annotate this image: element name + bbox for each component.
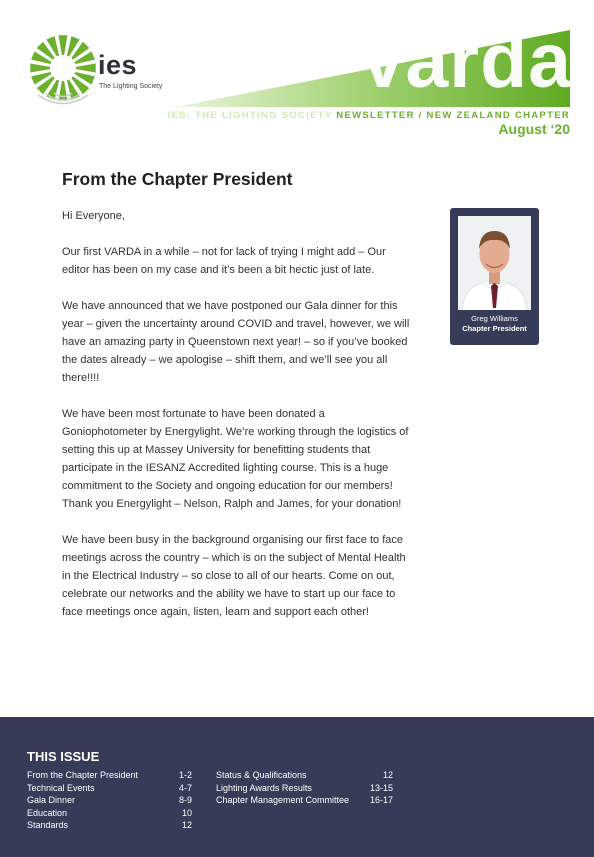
- contents-pages: 12: [382, 770, 393, 780]
- contents-label: Lighting Awards Results: [216, 782, 312, 793]
- article-body: [62, 207, 412, 639]
- logo-reflection-icon: [34, 92, 92, 108]
- contents-item: [27, 819, 192, 832]
- this-issue-panel: [0, 717, 594, 857]
- contents-item: [216, 769, 393, 782]
- article-paragraph: We have been busy in the background organising our first face to face meetings across the country – which is on the subject of Mental Health in the Electrical Industry – so close to all of our hearts. Come on out, celebrate our networks and the ability we have to start up our face to face meetings once again, listen, learn and support each other!: [62, 534, 406, 618]
- article-paragraph: Our first VARDA in a while – not for lack of trying I might add – Our editor has been on my case and it’s been a bit hectic just of late.: [62, 246, 386, 276]
- author-photo: [458, 216, 531, 310]
- contents-column-1: [27, 769, 192, 832]
- contents-label: Gala Dinner: [27, 795, 76, 805]
- contents-item: [216, 794, 393, 807]
- contents-item: [27, 769, 192, 782]
- issue-date: August ‘20: [498, 121, 570, 137]
- article-paragraph: We have been most fortunate to have been donated a Goniophotometer by Energylight. We’re working through the logistics of setting this up at Massey University for benefitting students that participate in the IESANZ Accredited lighting course. This is a huge commitment to the Society and ongoing education for our members! Thank you Energylight – Nelson, Ralph and James, for your donation!: [62, 408, 409, 510]
- contents-label: Status & Qualifications: [216, 770, 307, 780]
- author-role: Chapter President: [462, 324, 527, 333]
- contents-label: Standards: [27, 820, 69, 830]
- tagline-society: IES: THE LIGHTING SOCIETY: [167, 110, 333, 121]
- this-issue-heading: THIS ISSUE: [27, 749, 100, 764]
- article-paragraph: We have announced that we have postponed our Gala dinner for this year – given the uncertainty around COVID and travel, however, we will have an amazing party in Queenstown next year! – so if you’ve booked the dates already – we apologise – shift them, and we’ll see you all there!!!!: [62, 300, 410, 384]
- author-card: [450, 208, 539, 345]
- contents-pages: 12: [181, 820, 192, 830]
- contents-label: Education: [27, 807, 68, 818]
- contents-pages: 16-17: [369, 795, 393, 805]
- ies-wordmark: ies: [98, 50, 138, 80]
- contents-pages: 10: [181, 807, 192, 818]
- article-title: From the Chapter President: [62, 169, 293, 189]
- contents-item: [27, 794, 192, 807]
- contents-column-2: [216, 769, 393, 807]
- masthead-title: Varda: [357, 18, 572, 104]
- newsletter-header: [0, 0, 594, 145]
- contents-item: [27, 782, 192, 795]
- contents-item: [27, 807, 192, 820]
- ies-subtitle: The Lighting Society: [99, 83, 163, 90]
- article-paragraph: Hi Everyone,: [62, 210, 125, 222]
- author-name: Greg Williams: [471, 314, 518, 323]
- contents-pages: 13-15: [369, 782, 393, 793]
- contents-pages: 1-2: [178, 770, 192, 780]
- contents-label: Chapter Management Committee: [216, 795, 350, 805]
- contents-label: From the Chapter President: [27, 770, 139, 780]
- contents-item: [216, 782, 393, 795]
- contents-pages: 8-9: [178, 795, 192, 805]
- author-portrait-icon: [458, 216, 531, 310]
- tagline-chapter: NEWSLETTER / NEW ZEALAND CHAPTER: [336, 110, 570, 121]
- contents-label: Technical Events: [27, 782, 95, 793]
- contents-pages: 4-7: [178, 782, 192, 793]
- newsletter-tagline: [168, 110, 570, 121]
